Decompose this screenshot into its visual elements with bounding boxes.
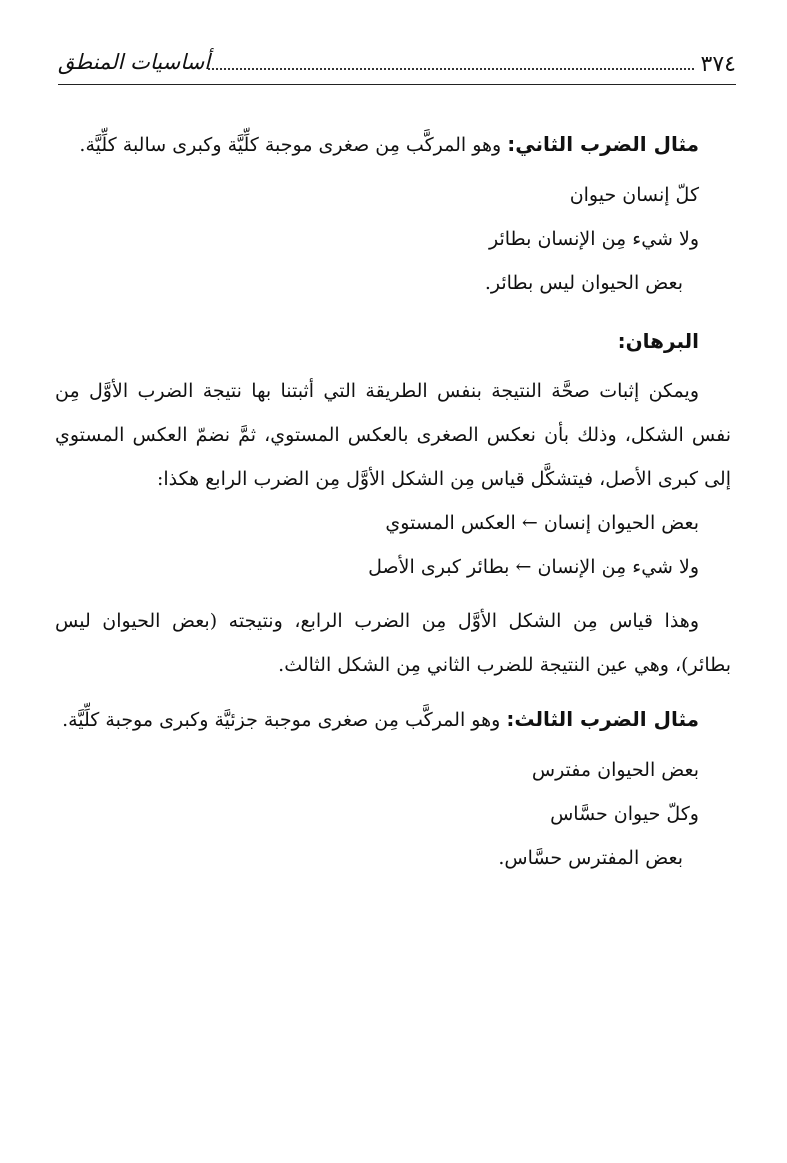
running-header (58, 50, 736, 85)
example-3-premise-minor: بعض الحيوان مفترس (531, 759, 699, 781)
spacer (55, 687, 731, 697)
proof-closing-paragraph: وهذا قياس مِن الشكل الأوَّل مِن الضرب الرابع، ونتيجته (بعض الحيوان ليس بطائر)، وهي عين النتيجة للضرب الثاني مِن الشكل الثالث. (55, 610, 731, 676)
spacer (55, 589, 731, 599)
proof-line-2: ولا شيء مِن الإنسان ← بطائر كبرى الأصل (368, 556, 699, 578)
example-2-text: وهو المركَّب مِن صغرى موجبة كلِّيَّة وكبرى سالبة كلِّيَّة. (79, 134, 502, 156)
page-number: ٣٧٤ (700, 52, 736, 77)
example-2-label: مثال الضرب الثاني: (507, 132, 699, 156)
example-3-label: مثال الضرب الثالث: (506, 707, 699, 731)
example-3-conclusion: بعض المفترس حسَّاس. (498, 847, 683, 869)
proof-heading: البرهان: (617, 329, 699, 353)
example-2-definition (55, 122, 731, 167)
example-3-text: وهو المركَّب مِن صغرى موجبة جزئيَّة وكبرى موجبة كلِّيَّة. (62, 709, 501, 731)
header-leader-dots (208, 60, 694, 70)
page-body (55, 122, 731, 880)
example-3-premise-major: وكلّ حيوان حسَّاس (550, 803, 699, 825)
example-2-premise-major: ولا شيء مِن الإنسان بطائر (488, 228, 699, 250)
book-title: أساسيات المنطق (58, 50, 211, 74)
proof-line-1: بعض الحيوان إنسان ← العكس المستوي (385, 512, 699, 534)
example-2-premise-minor: كلّ إنسان حيوان (569, 184, 699, 206)
proof-paragraph: ويمكن إثبات صحَّة النتيجة بنفس الطريقة التي أثبتنا بها نتيجة الضرب الأوَّل مِن نفس الشكل، وذلك بأن نعكس الصغرى بالعكس المستوي، ثمَّ نضمّ العكس المستوي إلى كبرى الأصل، فيتشكَّل قياس مِن الشكل الأوَّل مِن الضرب الرابع هكذا: (55, 380, 731, 490)
example-2-conclusion: بعض الحيوان ليس بطائر. (484, 272, 683, 294)
example-3-definition (55, 697, 731, 742)
